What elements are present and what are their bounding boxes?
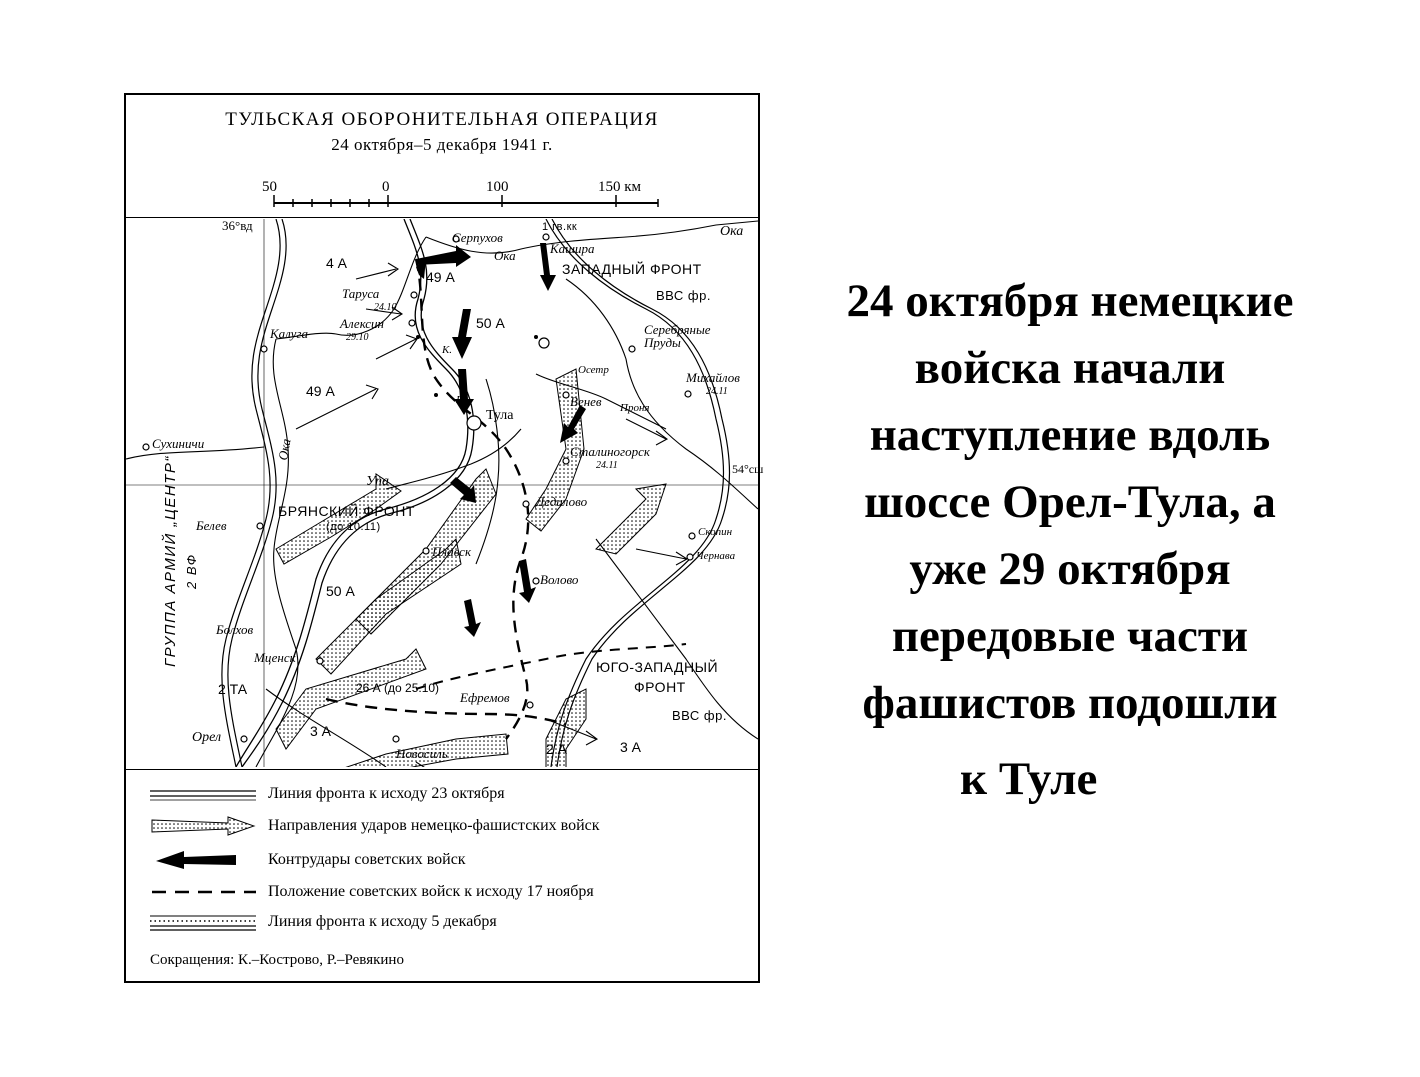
place-date: 24.11: [706, 386, 728, 397]
place-volovo: Волово: [540, 572, 579, 587]
map-header: [126, 95, 758, 218]
map-title: ТУЛЬСКАЯ ОБОРОНИТЕЛЬНАЯ ОПЕРАЦИЯ: [225, 109, 659, 130]
place-dedilovo: Дедилово: [536, 494, 588, 509]
place-tula: Тула: [486, 408, 514, 423]
army-3a: 3 А: [620, 739, 642, 755]
place-kaluga: Калуга: [270, 326, 308, 341]
front-line-dec5-symbol: [148, 910, 258, 934]
army-2ta: 2 ТА: [218, 681, 248, 697]
place-date: 29.10: [346, 332, 369, 343]
scale-label: 50: [262, 179, 277, 195]
place-oka: Ока: [494, 248, 516, 263]
scale-bar: [126, 95, 758, 217]
legend-label: Линия фронта к исходу 23 октября: [268, 785, 505, 802]
place-kashira: Кашира: [550, 241, 595, 256]
place-novosil: Новосиль: [396, 746, 448, 761]
place-oka: Ока: [720, 224, 744, 239]
black-town-markers: [416, 335, 538, 397]
legend-label: Контрудары советских войск: [268, 851, 466, 868]
place-oka-west: Ока: [275, 437, 294, 462]
southwestern-vvs-label: ВВС фр.: [672, 708, 727, 723]
map-legend: [126, 769, 758, 982]
place-serebryanye-prudy: Серебряные Пруды: [644, 322, 711, 350]
legend-label: Направления ударов немецко-фашистских войск: [268, 817, 600, 834]
tula-operation-map: [124, 93, 764, 983]
place-k: К.: [442, 344, 453, 356]
legend-label: Линия фронта к исходу 5 декабря: [268, 913, 497, 930]
place-belev: Белев: [196, 518, 227, 533]
army-50a: 50 А: [326, 583, 355, 599]
army-50a: 50 А: [476, 315, 505, 331]
legend-label: Положение советских войск к исходу 17 ноября: [268, 883, 594, 900]
southwestern-front-label: ЮГО-ЗАПАДНЫЙ: [596, 659, 719, 675]
guards-corps-label: 1 гв.кк: [542, 221, 578, 233]
legend-item: [148, 782, 748, 806]
caption-line: передовые части: [891, 610, 1249, 662]
group-2bf-label: 2 ВФ: [184, 553, 199, 589]
army-3a: 3 А: [310, 723, 332, 739]
southwestern-front-label: ФРОНТ: [634, 679, 686, 695]
map-area: [126, 218, 764, 767]
caption-line: уже 29 октября: [909, 543, 1231, 595]
front-line-oct23-symbol: [148, 782, 258, 806]
soviet-counterattack-arrow-symbol: [148, 848, 258, 872]
place-upa: Упа: [366, 474, 390, 489]
dashed-line-nov17-symbol: [148, 880, 258, 904]
place-stalinogorsk: Сталиногорск: [570, 444, 650, 459]
scale-label: 0: [382, 179, 390, 195]
bryansk-date-label: (до 10.11): [326, 521, 381, 533]
army-26a: 26 А (до 25.10): [356, 681, 440, 695]
place-efremov: Ефремов: [460, 690, 510, 705]
caption-line: фашистов подошли: [862, 677, 1278, 729]
place-venev: Венев: [570, 394, 602, 409]
legend-item: [148, 814, 748, 838]
place-date: 24.10: [374, 302, 397, 313]
bryansk-front-label: БРЯНСКИЙ ФРОНТ: [278, 503, 415, 519]
parallel-label: 54°сш: [732, 462, 764, 476]
scale-label: 150 км: [598, 179, 642, 195]
army-4a: 4 А: [326, 255, 348, 271]
caption-last-line: к Туле: [960, 753, 1098, 805]
legend-item: [148, 910, 748, 934]
place-aleksin: Алексин: [340, 316, 385, 331]
place-serpukhov: Серпухов: [452, 230, 503, 245]
place-orel: Орел: [192, 730, 222, 745]
place-mtsensk: Мценск: [254, 650, 296, 665]
army-49a: 49 А: [426, 269, 455, 285]
map-dates: 24 октября–5 декабря 1941 г.: [331, 135, 553, 154]
western-front-label: ЗАПАДНЫЙ ФРОНТ: [562, 261, 702, 277]
place-sukhinichi: Сухиничи: [152, 436, 205, 451]
caption-line: войска начали: [914, 342, 1226, 394]
scale-label: 100: [486, 179, 509, 195]
western-vvs-label: ВВС фр.: [656, 288, 711, 303]
caption-line: шоссе Орел-Тула, а: [864, 476, 1276, 528]
meridian-label: 36°вд: [222, 218, 253, 233]
legend-item: [148, 880, 748, 904]
place-tarusa: Таруса: [342, 286, 380, 301]
place-chernava: Чернава: [696, 550, 736, 562]
caption-text: [790, 268, 1350, 737]
place-r: Р.: [456, 394, 465, 406]
place-plavsk: Плавск: [432, 544, 472, 559]
place-pronya: Проня: [620, 402, 650, 414]
place-bolkhov: Болхов: [216, 622, 254, 637]
army-2a: 2 А: [546, 741, 568, 757]
army-49a: 49 А: [306, 383, 335, 399]
caption-line: наступление вдоль: [869, 409, 1271, 461]
caption-line: 24 октября немецкие: [846, 275, 1294, 327]
place-mikhailov: Михайлов: [686, 370, 740, 385]
german-attack-arrow-symbol: [148, 814, 258, 838]
army-group-center-label: ГРУППА АРМИЙ „ЦЕНТР“: [162, 455, 179, 667]
place-skopin: Скопин: [698, 526, 733, 538]
legend-item: [148, 848, 748, 872]
abbreviations: Сокращения: К.–Кострово, Р.–Ревякино: [150, 952, 404, 968]
place-osetr: Осетр: [578, 364, 609, 376]
place-date: 24.11: [596, 460, 618, 471]
